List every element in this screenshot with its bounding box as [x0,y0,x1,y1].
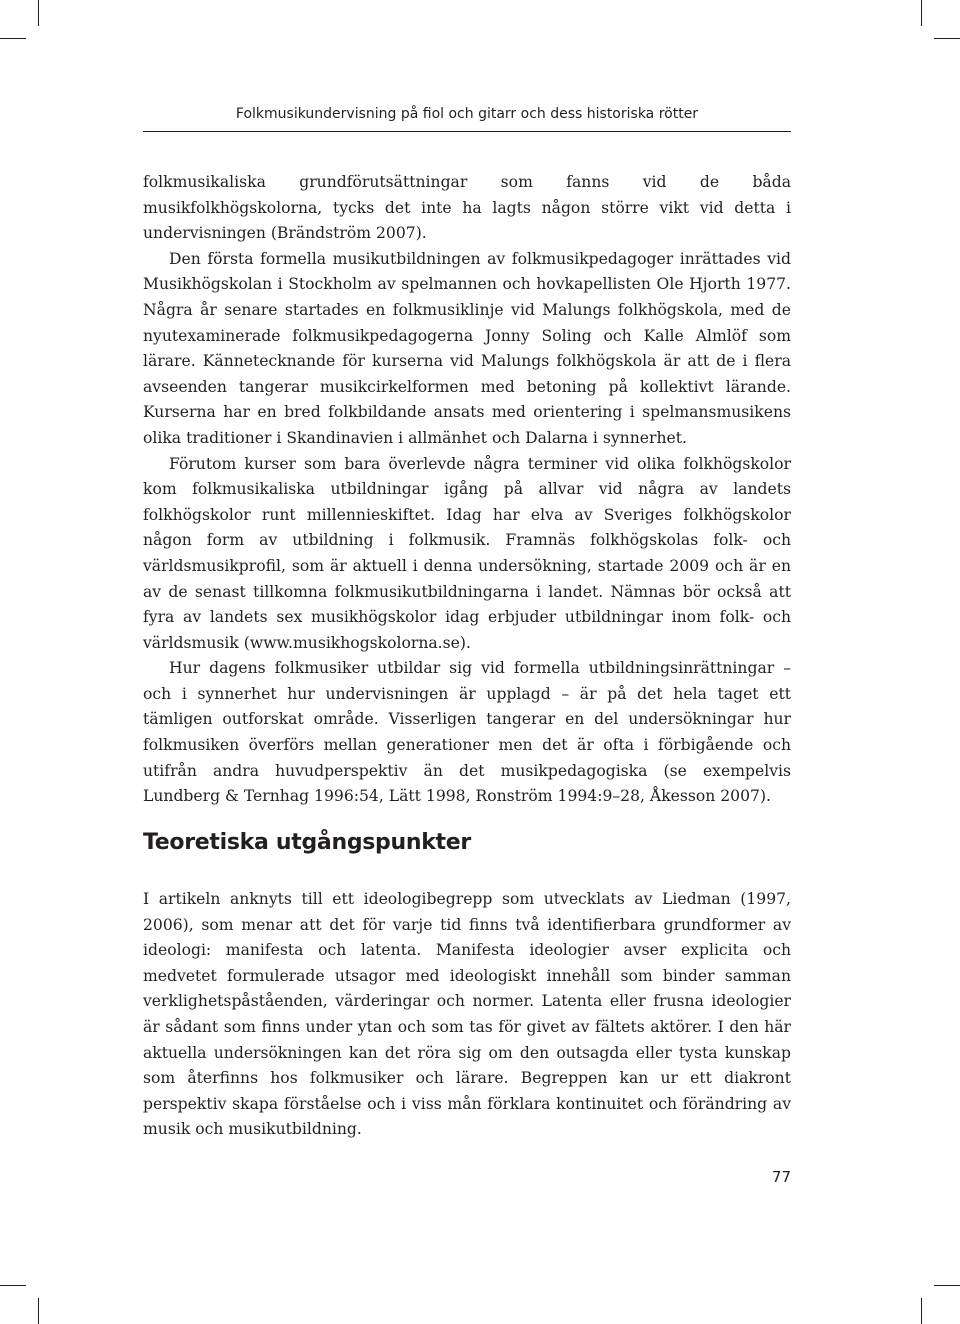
crop-mark [38,0,39,26]
running-head: Folkmusikundervisning på fiol och gitarr och dess historiska rötter [235,106,699,122]
crop-mark [921,1298,922,1324]
section-body-text [143,887,791,1143]
crop-mark [0,38,26,39]
header-rule [143,131,791,132]
crop-mark [934,38,960,39]
page-number: 77 [771,1168,791,1186]
paragraph: Hur dagens folkmusiker utbildar sig vid formella utbildningsinrättningar – och i synnerhet hur undervisningen är upplagd – är på det hela taget ett tämligen outforskat område. Visserligen tangerar en del undersökningar hur folkmusiken överförs mellan generationer men det är ofta i förbigående och utifrån andra huvudperspektiv än det musikpedagogiska (se exempelvis Lundberg & Ternhag 1996:54, Lätt 1998, Ronström 1994:9–28, Åkesson 2007). [143,659,791,806]
paragraph: I artikeln anknyts till ett ideologibegrepp som utvecklats av Liedman (1997, 2006), som menar att det för varje tid finns två identifierbara grundformer av ideologi: manifesta och latenta. Manifesta ideologier avser explicita och medvetet formulerade utsagor med ideologiskt innehåll som binder samman verklighetspåståenden, värderingar och normer. Latenta eller frusna ideologier är sådant som finns under ytan och som tas för givet av fältets aktörer. I den här aktuella undersökningen kan det röra sig om den outsagda eller tysta kunskap som återfinns hos folkmusiker och lärare. Begreppen kan ur ett diakront perspektiv skapa förståelse och i viss mån förklara kontinuitet och förändring av musik och musikutbildning. [143,890,791,1139]
paragraph: Förutom kurser som bara överlevde några terminer vid olika folkhögskolor kom folkmusikaliska utbildningar igång på allvar vid några av landets folkhögskolor runt millennieskiftet. Idag har elva av Sveriges folkhögskolor någon form av utbildning i folkmusik. Framnäs folkhögskolas folk- och världsmusikprofil, som är aktuell i denna undersökning, startade 2009 och är en av de senast tillkomna folkmusikutbildningarna i landet. Nämnas bör också att fyra av landets sex musikhögskolor idag erbjuder utbildningar inom folk- och världsmusik (www.musikhogskolorna.se). [143,454,791,652]
section-heading: Teoretiska utgångspunkter [143,830,471,855]
main-body-text [143,170,791,810]
crop-mark [38,1298,39,1324]
crop-mark [0,1285,26,1286]
crop-mark [921,0,922,26]
paragraph: folkmusikaliska grundförutsättningar som fanns vid de båda musikfolkhögskolorna, tycks det inte ha lagts någon större vikt vid detta i undervisningen (Brändström 2007). [143,173,791,243]
crop-mark [934,1285,960,1286]
paragraph: Den första formella musikutbildningen av folkmusikpedagoger inrättades vid Musikhögskolan i Stockholm av spelmannen och hovkapellisten Ole Hjorth 1977. Några år senare startades en folkmusiklinje vid Malungs folkhögskola, med de nyutexaminerade folkmusikpedagogerna Jonny Soling och Kalle Almlöf som lärare. Kännetecknande för kurserna vid Malungs folkhögskola är att de i flera avseenden tangerar musikcirkelformen med betoning på kollektivt lärande. Kurserna har en bred folkbildande ansats med orientering i spelmansmusikens olika traditioner i Skandinavien i allmänhet och Dalarna i synnerhet. [143,249,791,447]
